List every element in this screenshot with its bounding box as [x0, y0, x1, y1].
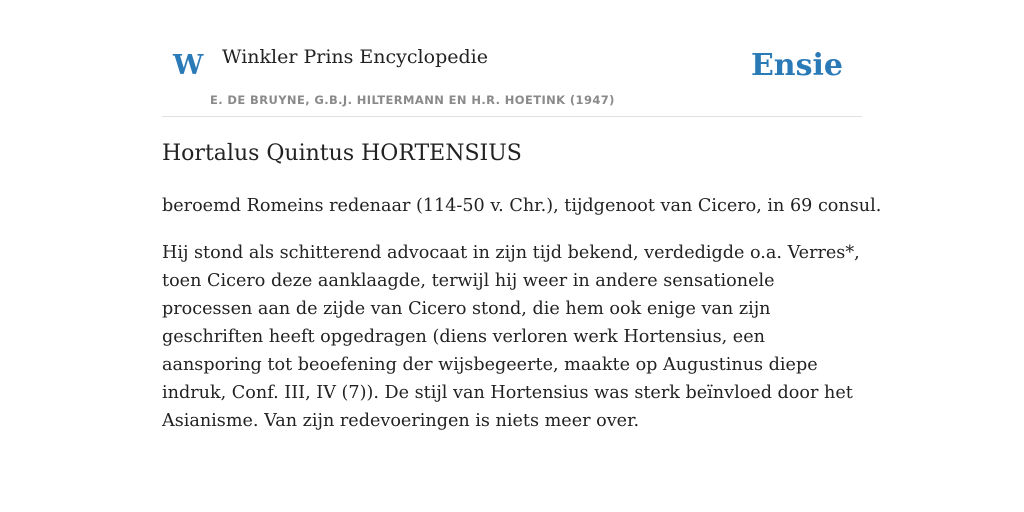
winkler-prins-logo-icon[interactable]: W	[173, 50, 204, 81]
page-header	[162, 0, 862, 117]
ensie-logo[interactable]: Ensie	[750, 48, 843, 83]
article	[162, 138, 882, 435]
authors-line: E. DE BRUYNE, G.B.J. HILTERMANN EN H.R. HOETINK (1947)	[210, 93, 615, 107]
article-paragraph-intro: beroemd Romeins redenaar (114-50 v. Chr.), tijdgenoot van Cicero, in 69 consul.	[162, 196, 882, 216]
article-title: Hortalus Quintus HORTENSIUS	[162, 141, 522, 166]
article-paragraph-body: Hij stond als schitterend advocaat in zijn tijd bekend, verdedigde o.a. Verres*, toen Cicero deze aanklaagde, terwijl hij weer in andere sensationele processen aan de zijde van Cicero stond, die hem ook enige van zijn geschriften heeft opgedragen (diens verloren werk Hortensius, een aansporing tot beoefening der wijsbegeerte, maakte op Augustinus diepe indruk, Conf. III, IV (7)). De stijl van Hortensius was sterk beïnvloed door het Asianisme. Van zijn redevoeringen is niets meer over.	[162, 243, 860, 431]
encyclopedia-title[interactable]: Winkler Prins Encyclopedie	[222, 46, 488, 68]
